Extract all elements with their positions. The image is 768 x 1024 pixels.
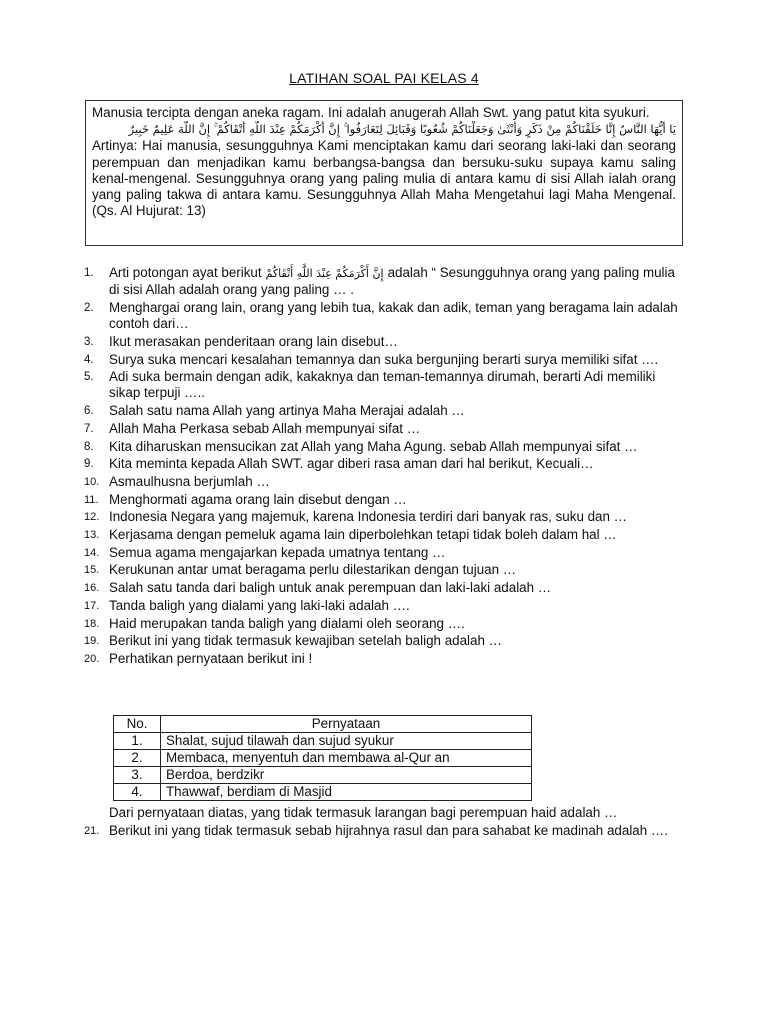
table-row [114, 784, 532, 801]
question-number: 12. [84, 511, 100, 524]
question-item [84, 265, 684, 298]
question-number: 20. [84, 652, 100, 665]
question-item [84, 369, 684, 401]
question-item [84, 562, 684, 578]
row-statement: Thawwaf, berdiam di Masjid [161, 784, 532, 801]
row-statement: Membaca, menyentuh dan membawa al-Qur an [161, 750, 532, 767]
question-text: Berikut ini yang tidak termasuk kewajiban setelah baligh adalah … [109, 633, 503, 649]
question-number: 19. [84, 635, 100, 648]
column-header: Pernyataan [161, 716, 532, 733]
question-item [84, 403, 684, 419]
question-text: Semua agama mengajarkan kepada umatnya tentang … [109, 544, 446, 560]
question-text: Ikut merasakan penderitaan orang lain disebut… [109, 333, 398, 349]
intro-text: Manusia tercipta dengan aneka ragam. Ini adalah anugerah Allah Swt. yang patut kita syukuri. [92, 105, 650, 120]
after-table-section [84, 805, 694, 840]
question-number: 4. [84, 353, 94, 366]
question-number: 1. [84, 267, 94, 279]
question-item [84, 352, 684, 368]
question-item [84, 527, 684, 543]
question-item [84, 580, 684, 596]
table-row [114, 767, 532, 784]
question-number: 16. [84, 582, 100, 595]
question-item [84, 492, 684, 508]
intro-passage-box [85, 100, 683, 246]
question-text: Asmaulhusna berjumlah … [109, 473, 270, 489]
question-item [84, 474, 684, 490]
question-number: 9. [84, 458, 94, 471]
question-text-part: adalah “ Sesungguhnya orang yang paling mulia di sisi Allah adalah orang yang paling … . [109, 265, 675, 298]
question-text: Kerukunan antar umat beragama perlu dilestarikan dengan tujuan … [109, 562, 517, 578]
question-text: Kita meminta kepada Allah SWT. agar diberi rasa aman dari hal berikut, Kecuali… [109, 456, 594, 472]
question-text: Surya suka mencari kesalahan temannya dan suka bergunjing berarti surya memiliki sifat …. [109, 351, 659, 367]
question-text: Perhatikan pernyataan berikut ini ! [109, 650, 313, 666]
question-text: Berikut ini yang tidak termasuk sebab hijrahnya rasul dan para sahabat ke madinah adalah …. [109, 822, 669, 838]
question-text: Kerjasama dengan pemeluk agama lain diperbolehkan tetapi tidak boleh dalam hal … [109, 527, 617, 543]
question-text: Menghormati agama orang lain disebut dengan … [109, 491, 407, 507]
question-item [84, 823, 694, 839]
question-text: Haid merupakan tanda baligh yang dialami oleh seorang …. [109, 615, 465, 631]
question-number: 5. [84, 371, 94, 384]
question-text: Menghargai orang lain, orang yang lebih tua, kakak dan adik, teman yang beragama lain adalah contoh dari… [109, 299, 678, 332]
statement-table [113, 715, 532, 801]
quran-verse-arabic: يَا أَيُّهَا النَّاسُ إِنَّا خَلَقْنَاكُمْ مِنْ ذَكَرٍ وَأُنْثَىٰ وَجَعَلْنَاكُمْ شُعُوبًا وَقَبَائِلَ لِتَعَارَفُوا ۚ إِنَّ أَكْرَمَكُمْ عِنْدَ اللَّهِ أَتْقَاكُمْ ۚ إِنَّ اللَّهَ عَلِيمٌ خَبِيرٌ [128, 122, 676, 137]
question-number: 14. [84, 546, 100, 559]
question-item [84, 439, 684, 455]
question-text: Dari pernyataan diatas, yang tidak termasuk larangan bagi perempuan haid adalah … [109, 805, 618, 820]
question-followup [84, 805, 694, 821]
question-number: 18. [84, 617, 100, 630]
question-item [84, 616, 684, 632]
question-text: Adi suka bermain dengan adik, kakaknya dan teman-temannya dirumah, berarti Adi memiliki sikap terpuji ….. [109, 369, 656, 401]
column-header: No. [114, 716, 161, 733]
question-list [84, 265, 684, 669]
worksheet-title: LATIHAN SOAL PAI KELAS 4 [289, 70, 479, 86]
verse-translation: Artinya: Hai manusia, sesungguhnya Kami menciptakan kamu dari seorang laki-laki dan seorang perempuan dan menjadikan kamu berbangsa-bangsa dan bersuku-suku supaya kamu saling kenal-mengenal. Sesungguhnya orang yang paling mulia di antara kamu di sisi Allah ialah orang yang paling takwa di antara kamu. Sesungguhnya Allah Maha Mengetahui lagi Maha Mengenal. (Qs. Al Hujurat: 13) [92, 138, 676, 219]
row-number: 1. [114, 733, 161, 750]
table-row [114, 733, 532, 750]
question-text: Salah satu tanda dari baligh untuk anak perempuan dan laki-laki adalah … [109, 580, 552, 596]
row-statement: Berdoa, berdzikr [161, 767, 532, 784]
question-text: Salah satu nama Allah yang artinya Maha Merajai adalah … [109, 403, 465, 419]
question-text: Kita diharuskan mensucikan zat Allah yang Maha Agung. sebab Allah mempunyai sifat … [109, 438, 638, 454]
question-item [84, 651, 684, 667]
question-number: 17. [84, 599, 100, 612]
question-number: 11. [84, 493, 99, 506]
question-item [84, 421, 684, 437]
row-number: 3. [114, 767, 161, 784]
row-number: 2. [114, 750, 161, 767]
question-item [84, 456, 684, 472]
question-number: 10. [84, 475, 100, 488]
question-number: 13. [84, 529, 100, 542]
question-number: 7. [84, 422, 94, 435]
question-item [84, 509, 684, 525]
question-text: Indonesia Negara yang majemuk, karena Indonesia terdiri dari banyak ras, suku dan … [109, 509, 628, 525]
question-number: 21. [84, 824, 100, 837]
table-header-row [114, 716, 532, 733]
question-number: 3. [84, 335, 94, 348]
question-item [84, 334, 684, 350]
question-item [84, 545, 684, 561]
row-number: 4. [114, 784, 161, 801]
question-number: 8. [84, 440, 94, 453]
question-number: 6. [84, 405, 94, 418]
question-text-part: Arti potongan ayat berikut [109, 265, 262, 280]
question-text: Tanda baligh yang dialami yang laki-laki adalah …. [109, 597, 410, 613]
question-item [84, 300, 684, 332]
question-item [84, 598, 684, 614]
question-item [84, 633, 684, 649]
table-row [114, 750, 532, 767]
arabic-phrase: إِنَّ أَكْرَمَكُمْ عِنْدَ اللَّهِ أَتْقَاكُمْ [265, 267, 384, 280]
question-number: 15. [84, 564, 100, 577]
question-number: 2. [84, 301, 94, 314]
row-statement: Shalat, sujud tilawah dan sujud syukur [161, 733, 532, 750]
question-text: Allah Maha Perkasa sebab Allah mempunyai sifat … [109, 420, 421, 436]
